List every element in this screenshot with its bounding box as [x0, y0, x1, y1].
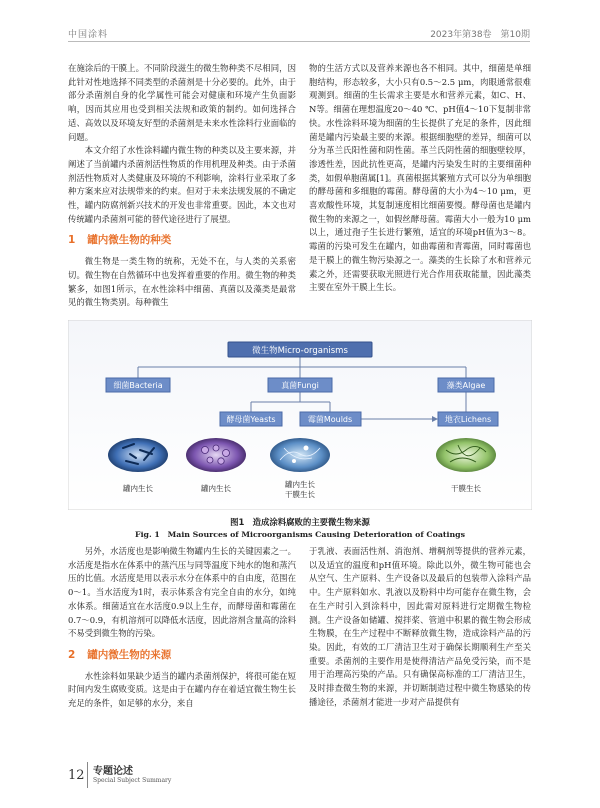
- column-3: [68, 545, 296, 711]
- section-heading-1: 1 罐内微生物的种类: [68, 234, 172, 247]
- column-1: [68, 62, 296, 310]
- node-fungi-label: 真菌Fungi: [281, 381, 319, 390]
- column-4: [309, 545, 531, 709]
- section-heading-2: 2 罐内微生物的来源: [68, 648, 172, 661]
- growth-label: 罐内生长: [201, 484, 231, 493]
- journal-name: 中国涂料: [68, 30, 109, 40]
- paragraph: 物的生活方式以及营养来源也各不相同。其中，细菌是单细胞结构，形态较多，大小只有0.5～2.5 μm，肉眼通常很难观测到。细菌的生长需求主要是水和营养元素，如C、H、N等。细菌在理想温度20～40 ℃、pH值4～10下复制非常快。水性涂料环境为细菌的生长提供了充足的条件，因此细菌是罐内污染最主要的来源。根据细胞壁的差异，细菌可以分为革兰氏阳性菌和阴性菌。革兰氏阴性菌的细胞壁较厚，渗透性差，因此抗性更高，是罐内污染发生时的主要细菌种类，如假单胞菌属[1]。真菌根据其繁殖方式可以分为单细胞的酵母菌和多细胞的霉菌。酵母菌的大小为4～10 μm，更喜欢酸性环境，其复制速度相比细菌要慢。酵母菌也是罐内微生物的来源之一，如假丝酵母菌。霉菌大小一般为10 μm以上，通过孢子生长进行繁殖，适宜的环境pH值为3～8。霉菌的污染可发生在罐内，如曲霉菌和青霉菌，同时霉菌也是干膜上的微生物污染源之一。藻类的生长除了水和营养元素之外，还需要获取光照进行光合作用获取能量，因此藻类主要在室外干膜上生长。: [309, 63, 531, 293]
- lichen-illustration: [436, 438, 496, 472]
- node-yeasts-label: 酵母菌Yeasts: [226, 415, 276, 424]
- footer-divider: [87, 762, 88, 788]
- growth-label: 罐内生长: [123, 484, 153, 493]
- paragraph: 于乳液、表面活性剂、消泡剂、增稠剂等提供的营养元素，以及适宜的温度和pH值环境。除此以外，微生物可能也会从空气、生产原料、生产设备以及最后的包装带入涂料产品中。生产原料如水、乳液以及粉料中均可能存在微生物，会在生产时引入到涂料中，因此需对原料进行定期微生物检测。生产设备如储罐、搅拌桨、管道中积累的微生物会形成生物膜，在生产过程中不断释放微生物，造成涂料产品的污染。因此，有效的工厂清洁卫生对于确保长期顺利生产至关重要。杀菌剂的主要作用是使得清洁产品免受污染，而不是用于治理高污染的产品。只有确保高标准的工厂清洁卫生，及时排查微生物的来源，并切断制造过程中微生物感染的传播途径，杀菌剂才能进一步对产品提供有: [309, 546, 531, 707]
- column-2: [309, 62, 531, 295]
- paragraph: 微生物是一类生物的统称，无处不在，与人类的关系密切。微生物在自然循环中也发挥着重要的作用。微生物的种类繁多，如图1所示，在水性涂料中细菌、真菌以及藻类是最常见的微生物类别。每种微生: [68, 256, 296, 308]
- figure-1: [68, 320, 532, 510]
- yeast-illustration: [186, 438, 246, 472]
- section-name-en: Special Subject Summary: [93, 777, 172, 784]
- issue-info: 2023年第38卷 第10期: [430, 30, 530, 40]
- figure-caption-en: Fig. 1 Main Sources of Microorganisms Causing Deterioration of Coatings: [135, 530, 465, 539]
- growth-label: 干膜生长: [285, 490, 315, 499]
- node-lichens-label: 地衣Lichens: [444, 415, 492, 424]
- growth-label: 干膜生长: [451, 484, 481, 493]
- node-moulds-label: 霉菌Moulds: [307, 415, 353, 424]
- bacteria-illustration: [108, 438, 168, 472]
- paragraph: 在施涂后的干膜上。不同阶段滋生的微生物种类不尽相同，因此针对性地选择不同类型的杀菌剂是十分必要的。此外，由于部分杀菌剂自身的化学属性可能会对健康和环境产生负面影响，因而其应用也受到相关法规和政策的制约。如何选择合适、高效以及环境友好型的杀菌剂是未来水性涂料行业面临的问题。: [68, 63, 296, 142]
- paragraph: 水性涂料如果缺少适当的罐内杀菌剂保护，将很可能在短时间内发生腐败变质。这是由于在罐内存在着适宜微生物生长充足的条件，如足够的水分，来自: [68, 670, 296, 709]
- header-divider: [68, 41, 530, 42]
- node-algae-label: 藻类Algae: [446, 381, 486, 390]
- section-name-cn: 专题论述: [93, 766, 133, 777]
- node-root-label: 微生物Micro-organisms: [252, 346, 348, 356]
- microorganism-tree-diagram: [68, 320, 532, 510]
- page-number: 12: [68, 768, 85, 783]
- mould-illustration: [270, 438, 330, 472]
- paragraph: 本文介绍了水性涂料罐内微生物的种类以及主要来源，并阐述了当前罐内杀菌剂活性物质的作用机理及种类。由于杀菌剂活性物质对人类健康及环境的不利影响，涂料行业采取了多种方案来应对法规带来的约束。但对于未来法规发展的不确定性，罐内防腐剂新兴技术的开发也非常重要。因此，本文也对传统罐内杀菌剂可能的替代途径进行了展望。: [68, 145, 296, 224]
- paragraph: 另外，水活度也是影响微生物罐内生长的关键因素之一。水活度是指水在体系中的蒸汽压与同等温度下纯水的饱和蒸汽压的比值。水活度是用以表示水分在体系中的自由度，范围在0～1。当水活度为1时，表示体系含有完全自由的水分，如纯水体系。细菌适宜在水活度0.9以上生存，而酵母菌和霉菌在0.7～0.9，有机溶剂可以降低水活度，因此溶剂含量高的涂料不易受到微生物的污染。: [68, 546, 296, 639]
- node-bacteria-label: 细菌Bacteria: [113, 381, 163, 390]
- growth-label: 罐内生长: [285, 480, 315, 489]
- figure-caption-cn: 图1 造成涂料腐败的主要微生物来源: [230, 517, 370, 527]
